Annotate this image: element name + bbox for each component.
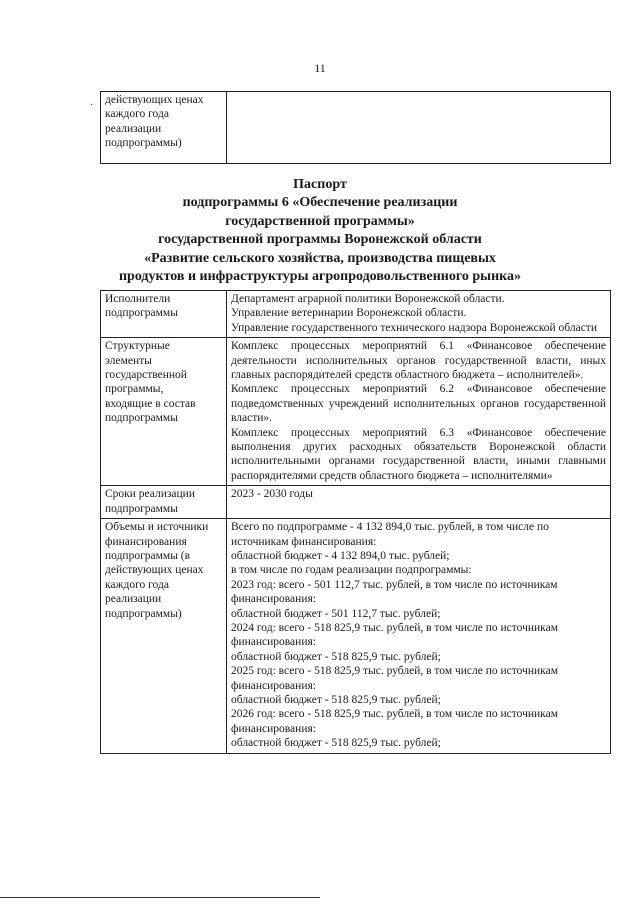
title-line: государственной программы Воронежской области — [158, 232, 482, 248]
label-line: действующих ценах — [105, 94, 204, 106]
label-line: подпрограммы (в — [105, 549, 191, 562]
table-row-executors — [101, 291, 611, 338]
content-line: 2025 год: всего - 518 825,9 тыс. рублей, в том числе по источникам финансирования: — [231, 665, 558, 692]
label-line: программы, — [105, 383, 164, 396]
label-line: каждого года — [105, 108, 169, 121]
continued-content-cell — [227, 92, 611, 164]
content-line: Комплекс процессных мероприятий 6.2 «Финансовое обеспечение подведомственных учреждений исполнительных органов государственной власти». — [231, 383, 606, 425]
label-line: подпрограммы — [105, 307, 178, 320]
page-number: 11 — [314, 61, 326, 75]
label-line: Структурные — [105, 340, 170, 353]
label-line: подпрограммы) — [105, 607, 182, 620]
content-line: Всего по подпрограмме - 4 132 894,0 тыс. рублей, в том числе по источникам финансирования: — [231, 521, 549, 548]
title-line: государственной программы» — [225, 213, 415, 229]
table-row-structural-elements — [101, 338, 611, 486]
label-line: финансирования — [105, 535, 187, 548]
structural-label-cell — [101, 338, 227, 486]
title-line: Паспорт — [293, 177, 347, 192]
content-line: Управление государственного технического надзора Воронежской области — [231, 321, 597, 334]
structural-content-cell — [227, 338, 611, 486]
margin-mark: · — [90, 100, 94, 111]
label-line: государственной — [105, 369, 187, 382]
label-line: подпрограммы — [105, 502, 178, 515]
label-line: Исполнители — [105, 293, 171, 305]
content-line: областной бюджет - 518 825,9 тыс. рублей; — [231, 737, 441, 750]
content-line: 2024 год: всего - 518 825,9 тыс. рублей, в том числе по источникам финансирования: — [231, 621, 558, 649]
label-line: Объемы и источники — [105, 521, 209, 534]
content-line: 2023 год: всего - 501 112,7 тыс. рублей, в том числе по источникам финансирования: — [231, 578, 558, 606]
label-line: подпрограммы) — [105, 137, 182, 150]
content-line: областной бюджет - 518 825,9 тыс. рублей; — [231, 693, 441, 706]
content-line: Комплекс процессных мероприятий 6.1 «Финансовое обеспечение деятельности исполнительных органов государственной власти, иных главных распорядителей средств областного бюджета – исполнителей». — [231, 340, 606, 382]
label-line: каждого года — [105, 578, 169, 591]
content-line: 2023 - 2030 годы — [231, 488, 313, 501]
content-line: областной бюджет - 4 132 894,0 тыс. рублей; — [231, 549, 450, 562]
passport-title — [0, 176, 640, 286]
table-row — [101, 92, 611, 164]
continued-label-cell — [101, 92, 227, 164]
table-row-funding — [101, 519, 611, 754]
table-row-timeframe — [101, 486, 611, 519]
title-line: «Развитие сельского хозяйства, производства пищевых — [144, 250, 496, 266]
title-line: подпрограммы 6 «Обеспечение реализации — [182, 195, 458, 211]
label-line: элементы — [105, 354, 152, 367]
content-line: Управление ветеринарии Воронежской области. — [231, 307, 467, 320]
continued-table — [100, 91, 611, 164]
label-line: реализации — [105, 122, 162, 135]
content-line: Комплекс процессных мероприятий 6.3 «Финансовое обеспечение выполнения других расходных обязательств Воронежской области исполнительными органами государственной власти, иными главными распорядителями средств областного бюджета – исполнителями» — [231, 426, 606, 482]
passport-table — [100, 290, 611, 754]
footnote-rule — [0, 897, 320, 898]
content-line: областной бюджет - 518 825,9 тыс. рублей; — [231, 650, 441, 663]
content-line: в том числе по годам реализации подпрограммы: — [231, 564, 472, 577]
label-line: входящие в состав — [105, 397, 196, 410]
content-line: Департамент аграрной политики Воронежской области. — [231, 293, 505, 305]
content-line: 2026 год: всего - 518 825,9 тыс. рублей, в том числе по источникам финансирования: — [231, 708, 558, 735]
content-line: областной бюджет - 501 112,7 тыс. рублей; — [231, 607, 441, 620]
label-line: подпрограммы — [105, 412, 178, 425]
timeframe-label-cell — [101, 486, 227, 519]
executors-content-cell — [227, 291, 611, 338]
funding-content-cell — [227, 519, 611, 754]
funding-label-cell — [101, 519, 227, 754]
title-line: продуктов и инфраструктуры агропродовольственного рынка» — [118, 269, 522, 285]
executors-label-cell — [101, 291, 227, 338]
label-line: реализации — [105, 593, 162, 606]
timeframe-content-cell — [227, 486, 611, 519]
label-line: действующих ценах — [105, 564, 204, 577]
label-line: Сроки реализации — [105, 488, 195, 501]
